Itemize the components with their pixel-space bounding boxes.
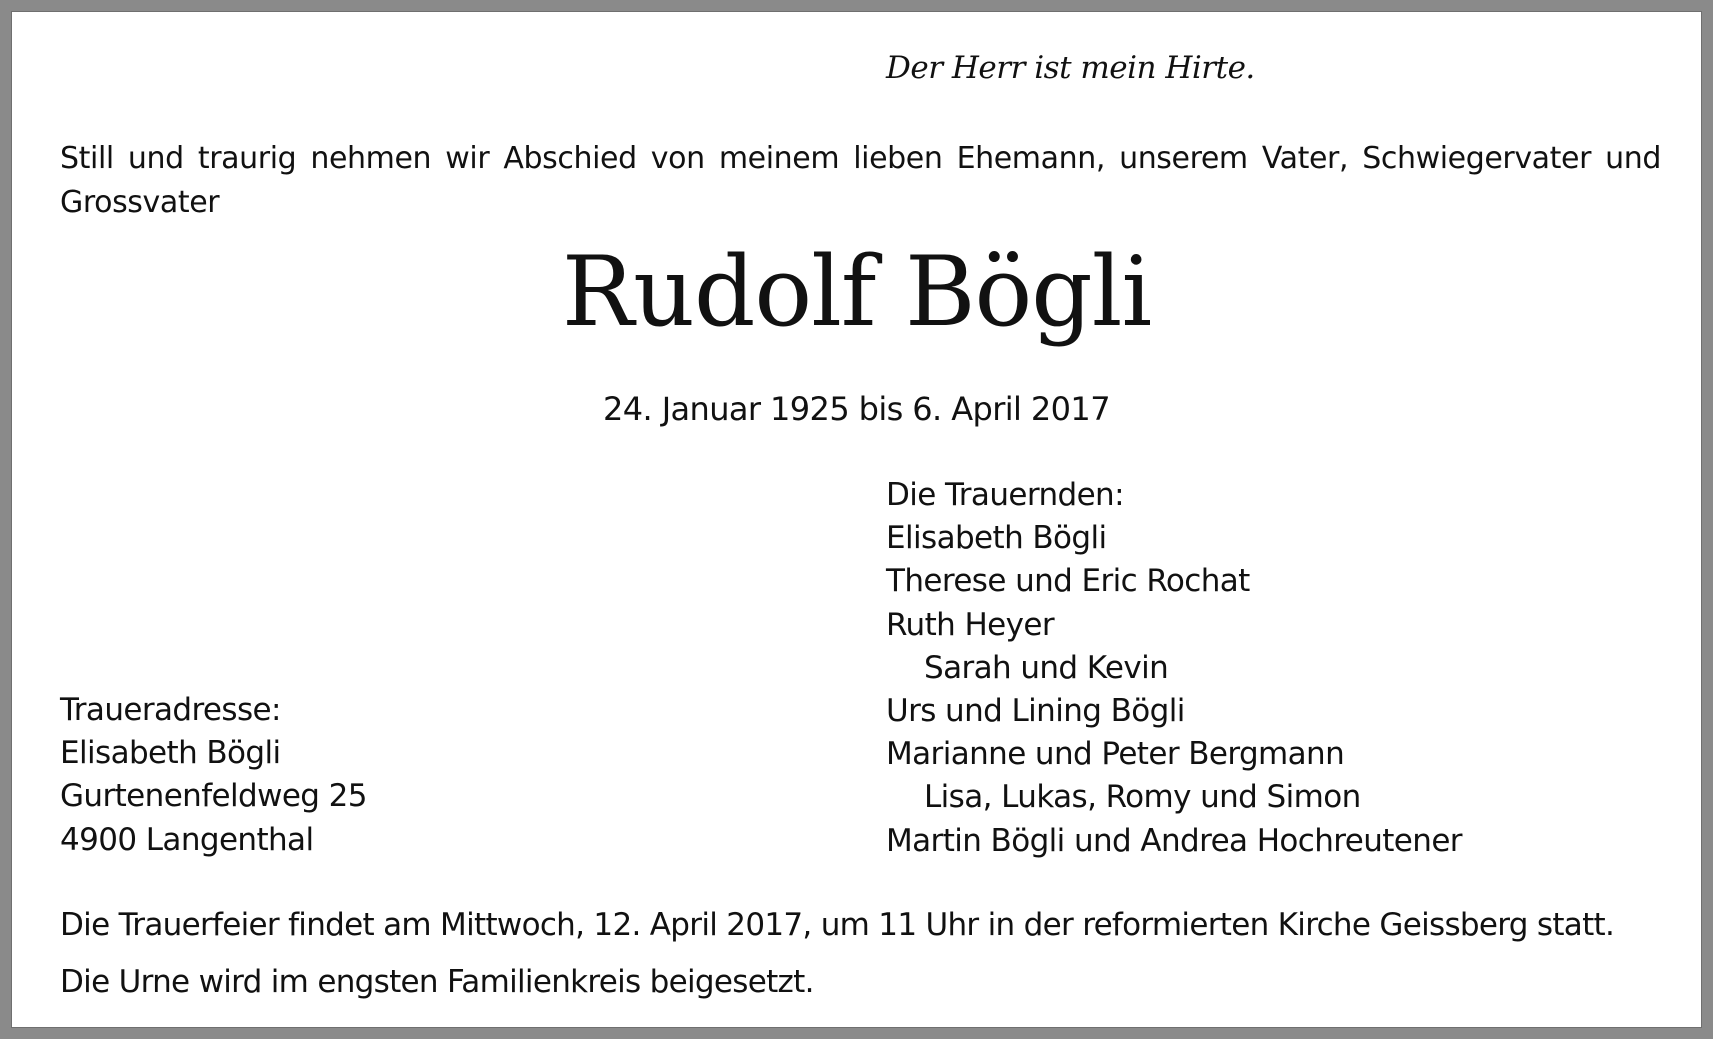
address-heading: Traueradresse: xyxy=(60,692,281,728)
mourner-line: Ruth Heyer xyxy=(886,606,1054,643)
intro-text: Still und traurig nehmen wir Abschied von meinem lieben Ehemann, unserem Vater, Schwiegervater und Grossvater xyxy=(60,141,1661,220)
mourner-line: Sarah und Kevin xyxy=(924,649,1169,686)
urn-info: Die Urne wird im engsten Familienkreis beigesetzt. xyxy=(60,964,814,1000)
address-name: Elisabeth Bögli xyxy=(60,735,281,772)
mourning-address xyxy=(60,689,367,862)
motto: Der Herr ist mein Hirte. xyxy=(886,50,1255,86)
mourner-line: Martin Bögli und Andrea Hochreutener xyxy=(886,822,1462,859)
mourner-line: Elisabeth Bögli xyxy=(886,520,1107,557)
obituary-notice xyxy=(12,12,1701,1027)
mourners-heading: Die Trauernden: xyxy=(886,477,1124,513)
mourners-list xyxy=(886,474,1462,863)
service-info: Die Trauerfeier findet am Mittwoch, 12. April 2017, um 11 Uhr in der reformierten Kirche Geissberg statt. xyxy=(60,907,1615,943)
mourner-line: Lisa, Lukas, Romy und Simon xyxy=(924,779,1361,816)
mourner-line: Marianne und Peter Bergmann xyxy=(886,736,1345,773)
life-dates: 24. Januar 1925 bis 6. April 2017 xyxy=(603,390,1110,428)
mourner-line: Therese und Eric Rochat xyxy=(886,563,1250,600)
mourner-line: Urs und Lining Bögli xyxy=(886,693,1185,730)
address-city: 4900 Langenthal xyxy=(60,821,314,858)
deceased-name: Rudolf Bögli xyxy=(561,236,1152,348)
address-street: Gurtenenfeldweg 25 xyxy=(60,778,367,815)
